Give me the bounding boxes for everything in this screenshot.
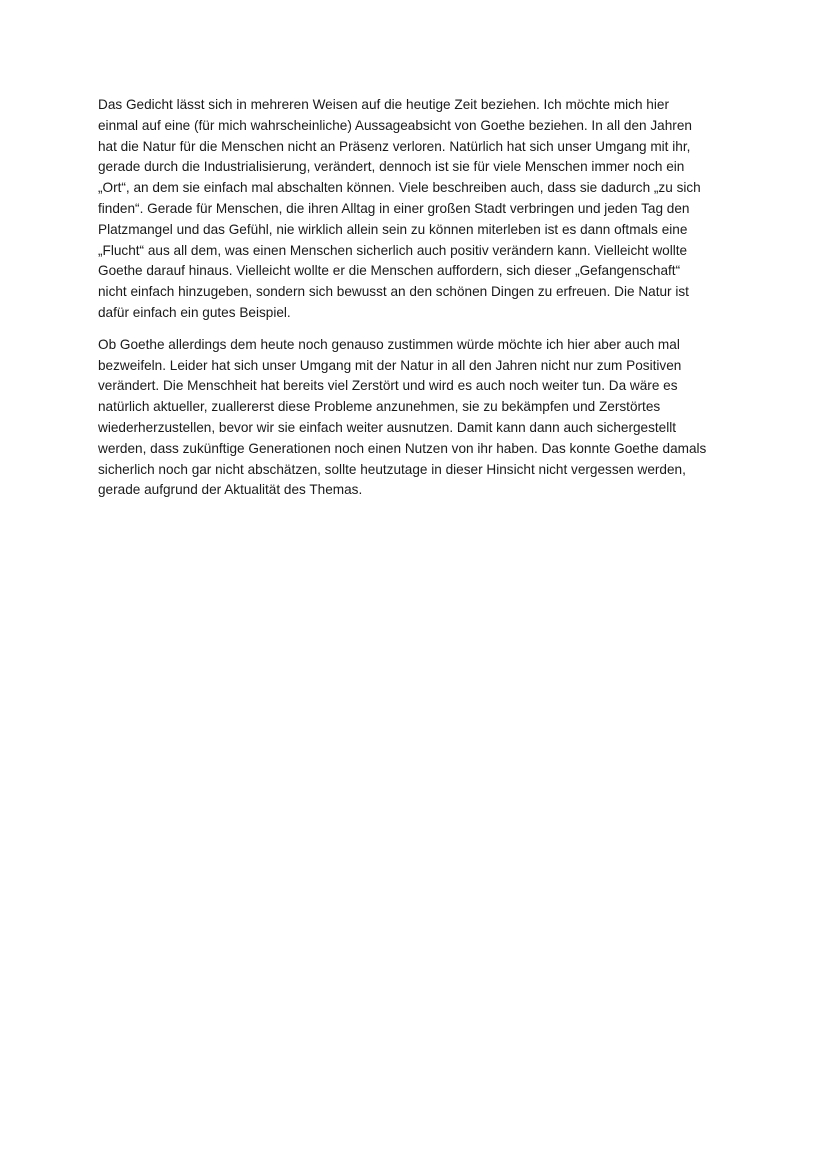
paragraph-line: einmal auf eine (für mich wahrscheinliche) Aussageabsicht von Goethe beziehen. In all den Jahren bbox=[98, 117, 692, 133]
paragraph-line: werden, dass zukünftige Generationen noch einen Nutzen von ihr haben. Das konnte Goethe damals bbox=[98, 440, 707, 456]
paragraph-line: Platzmangel und das Gefühl, nie wirklich allein sein zu können miterleben ist es dann oftmals eine bbox=[98, 221, 688, 237]
paragraph-line: nicht einfach hinzugeben, sondern sich bewusst an den schönen Dingen zu erfreuen. Die Natur ist bbox=[98, 284, 689, 300]
paragraph-line: verändert. Die Menschheit hat bereits viel Zerstört und wird es auch noch weiter tun. Da wäre es bbox=[98, 378, 678, 394]
paragraph-line: natürlich aktueller, zuallererst diese Probleme anzunehmen, sie zu bekämpfen und Zerstörtes bbox=[98, 399, 661, 415]
document-body bbox=[98, 95, 738, 512]
paragraph-line: dafür einfach ein gutes Beispiel. bbox=[98, 304, 291, 320]
paragraph-line: „Ort“, an dem sie einfach mal abschalten können. Viele beschreiben auch, dass sie dadurch „zu sich bbox=[98, 180, 701, 196]
paragraph-line: Goethe darauf hinaus. Vielleicht wollte er die Menschen auffordern, sich dieser „Gefangenschaft“ bbox=[98, 263, 681, 279]
paragraph-line: bezweifeln. Leider hat sich unser Umgang mit der Natur in all den Jahren nicht nur zum Positiven bbox=[98, 357, 682, 373]
paragraph-line: sicherlich noch gar nicht abschätzen, sollte heutzutage in dieser Hinsicht nicht vergessen werden, bbox=[98, 461, 686, 477]
paragraph-line: Das Gedicht lässt sich in mehreren Weisen auf die heutige Zeit beziehen. Ich möchte mich hier bbox=[98, 97, 669, 112]
paragraph-1 bbox=[98, 95, 738, 324]
paragraph-line: gerade aufgrund der Aktualität des Themas. bbox=[98, 482, 363, 498]
paragraph-line: hat die Natur für die Menschen nicht an Präsenz verloren. Natürlich hat sich unser Umgang mit ihr, bbox=[98, 138, 691, 154]
paragraph-line: „Flucht“ aus all dem, was einen Menschen sicherlich auch positiv verändern kann. Vielleicht wollte bbox=[98, 242, 688, 258]
paragraph-line: gerade durch die Industrialisierung, verändert, dennoch ist sie für viele Menschen immer noch ein bbox=[98, 159, 685, 175]
paragraph-line: Ob Goethe allerdings dem heute noch genauso zustimmen würde möchte ich hier aber auch mal bbox=[98, 336, 680, 352]
paragraph-2 bbox=[98, 335, 738, 501]
paragraph-line: wiederherzustellen, bevor wir sie einfach weiter ausnutzen. Damit kann dann auch sichergestellt bbox=[98, 419, 677, 435]
paragraph-line: finden“. Gerade für Menschen, die ihren Alltag in einer großen Stadt verbringen und jeden Tag den bbox=[98, 200, 690, 216]
